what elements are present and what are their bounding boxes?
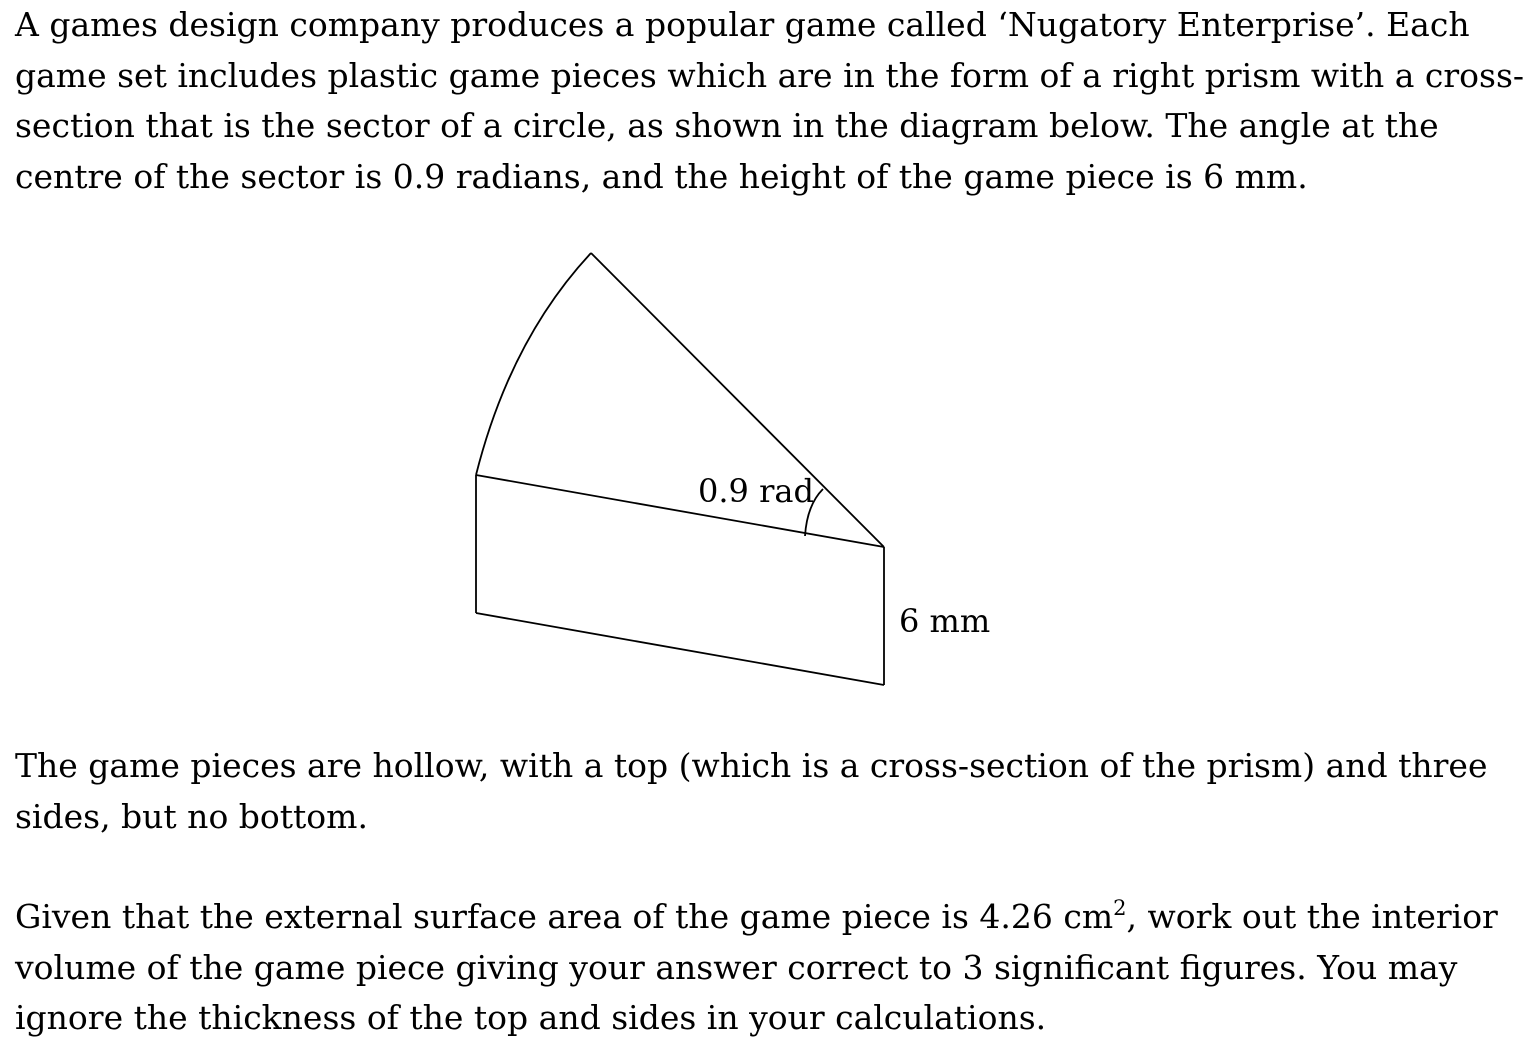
intro-line: A games design company produces a popular game called ‘Nugatory Enterprise’. Each <box>15 5 1470 44</box>
sector-radius-upper <box>591 253 884 547</box>
description-line: sides, but no bottom. <box>15 796 368 836</box>
intro-line: section that is the sector of a circle, as shown in the diagram below. The angle at the <box>15 106 1439 145</box>
sector-arc <box>476 253 591 475</box>
angle-label: 0.9 rad <box>698 472 814 510</box>
question-line-text: Given that the external surface area of the game piece is 4.26 cm <box>15 897 1114 936</box>
question-line-text: , work out the interior <box>1126 897 1498 936</box>
description-paragraph <box>15 741 1488 842</box>
prism-bottom-edge <box>476 613 884 685</box>
height-label: 6 mm <box>899 602 991 640</box>
angle-marker-arc <box>805 489 823 536</box>
intro-line: centre of the sector is 0.9 radians, and the height of the game piece is 6 mm. <box>15 156 1308 196</box>
question-line: ignore the thickness of the top and sides in your calculations. <box>15 998 1047 1037</box>
intro-paragraph <box>15 0 1524 202</box>
description-line: The game pieces are hollow, with a top (which is a cross-section of the prism) and three <box>15 746 1488 785</box>
question-paragraph <box>15 892 1498 1044</box>
intro-line: game set includes plastic game pieces which are in the form of a right prism with a cross- <box>15 55 1524 95</box>
question-line: volume of the game piece giving your answer correct to 3 significant figures. You may <box>15 947 1458 987</box>
squared-superscript: 2 <box>1113 896 1127 920</box>
sector-radius-lower <box>476 475 884 547</box>
question-line <box>15 892 1498 943</box>
